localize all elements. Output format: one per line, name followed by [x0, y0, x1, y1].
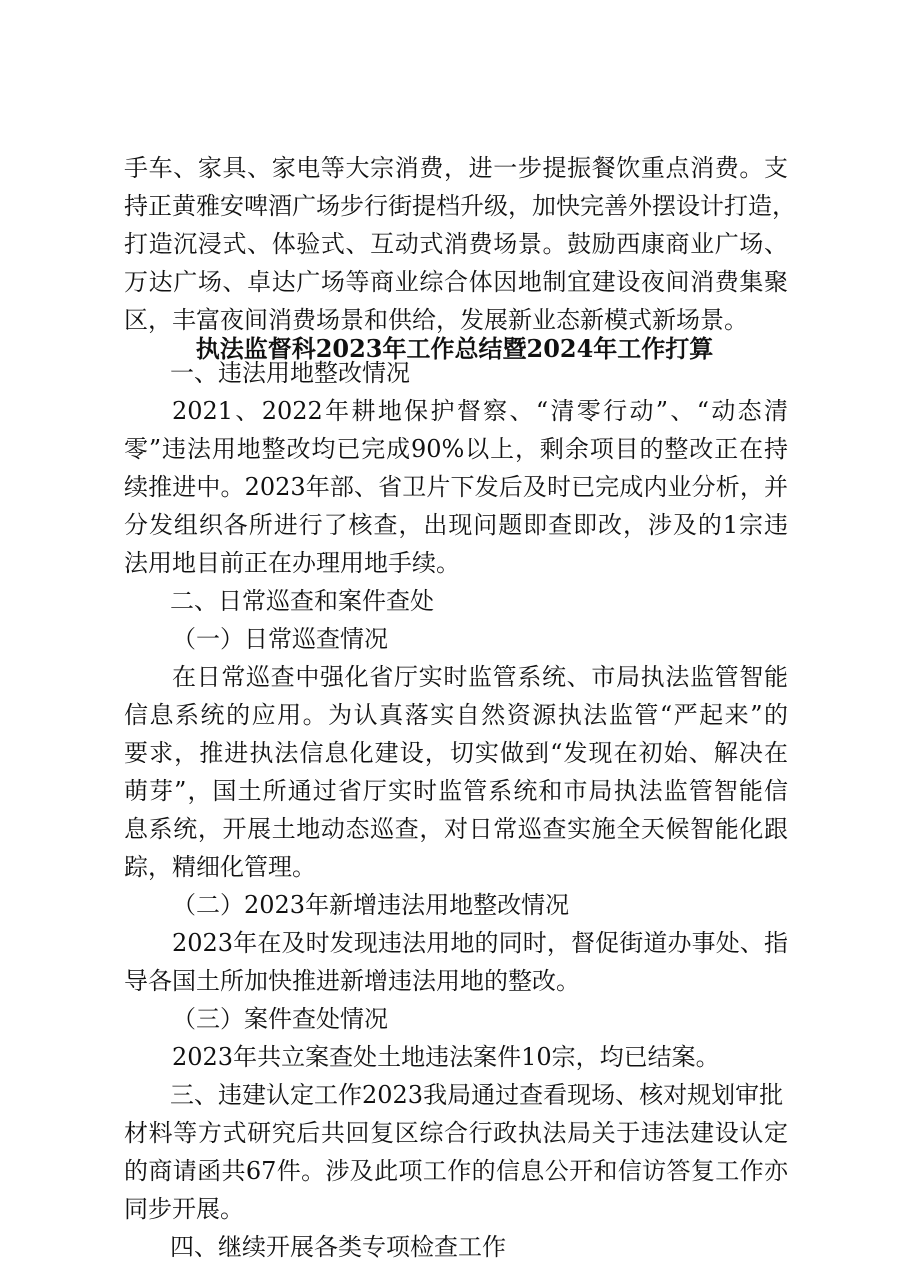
- paragraph-line: 在日常巡查中强化省厅实时监管系统、市局执法监管智能: [172, 663, 788, 691]
- paragraph-line: 导各国土所加快推进新增违法用地的整改。: [124, 967, 580, 995]
- paragraph-line: 踪，精细化管理。: [124, 853, 316, 881]
- paragraph-line: 材料等方式研究后共回复区综合行政执法局关于违法建设认定: [124, 1119, 788, 1147]
- paragraph-line: 息系统，开展土地动态巡查，对日常巡查实施全天候智能化跟: [124, 815, 788, 843]
- intro-line: 区，丰富夜间消费场景和供给，发展新业态新模式新场景。: [124, 306, 748, 334]
- paragraph-line: 分发组织各所进行了核查，出现问题即查即改，涉及的1宗违: [124, 511, 788, 539]
- paragraph-line: 信息系统的应用。为认真落实自然资源执法监管“严起来”的: [124, 701, 788, 729]
- intro-line: 万达广场、卓达广场等商业综合体因地制宜建设夜间消费集聚: [124, 268, 788, 296]
- paragraph-line: 2021、2022年耕地保护督察、“清零行动”、“动态清: [172, 397, 788, 425]
- paragraph-text: 2023我局通过查看现场、核对规划审批: [362, 1081, 784, 1109]
- subsection-heading: （三）案件查处情况: [172, 1005, 388, 1033]
- paragraph-line: 同步开展。: [124, 1195, 244, 1223]
- paragraph-line: 零”违法用地整改均已完成90%以上，剩余项目的整改正在持: [124, 435, 788, 463]
- paragraph-line: 的商请函共67件。涉及此项工作的信息公开和信访答复工作亦: [124, 1157, 788, 1185]
- section-heading: 三、违建认定工作: [170, 1081, 362, 1109]
- subsection-heading: （一）日常巡查情况: [172, 625, 388, 653]
- intro-line: 手车、家具、家电等大宗消费，进一步提振餐饮重点消费。支: [124, 154, 788, 182]
- paragraph-line: 萌芽”，国土所通过省厅实时监管系统和市局执法监管智能信: [124, 777, 788, 805]
- subsection-heading: （二）2023年新增违法用地整改情况: [172, 891, 570, 919]
- section-heading: 二、日常巡查和案件查处: [170, 587, 434, 615]
- page-title: 执法监督科2023年工作总结暨2024年工作打算: [195, 334, 714, 363]
- section-heading: 一、违法用地整改情况: [170, 359, 410, 387]
- paragraph-line: 2023年在及时发现违法用地的同时，督促街道办事处、指: [172, 929, 788, 957]
- section-3-first-line: [0, 1076, 788, 1114]
- intro-line: 打造沉浸式、体验式、互动式消费场景。鼓励西康商业广场、: [124, 230, 788, 258]
- paragraph-line: 要求，推进执法信息化建设，切实做到“发现在初始、解决在: [124, 739, 788, 767]
- intro-line: 持正黄雅安啤酒广场步行街提档升级，加快完善外摆设计打造，: [124, 192, 796, 220]
- section-heading: 四、继续开展各类专项检查工作: [170, 1233, 506, 1261]
- paragraph-line: 法用地目前正在办理用地手续。: [124, 549, 460, 577]
- paragraph-line: 2023年共立案查处土地违法案件10宗，均已结案。: [172, 1043, 720, 1071]
- paragraph-line: 续推进中。2023年部、省卫片下发后及时已完成内业分析，并: [124, 473, 788, 501]
